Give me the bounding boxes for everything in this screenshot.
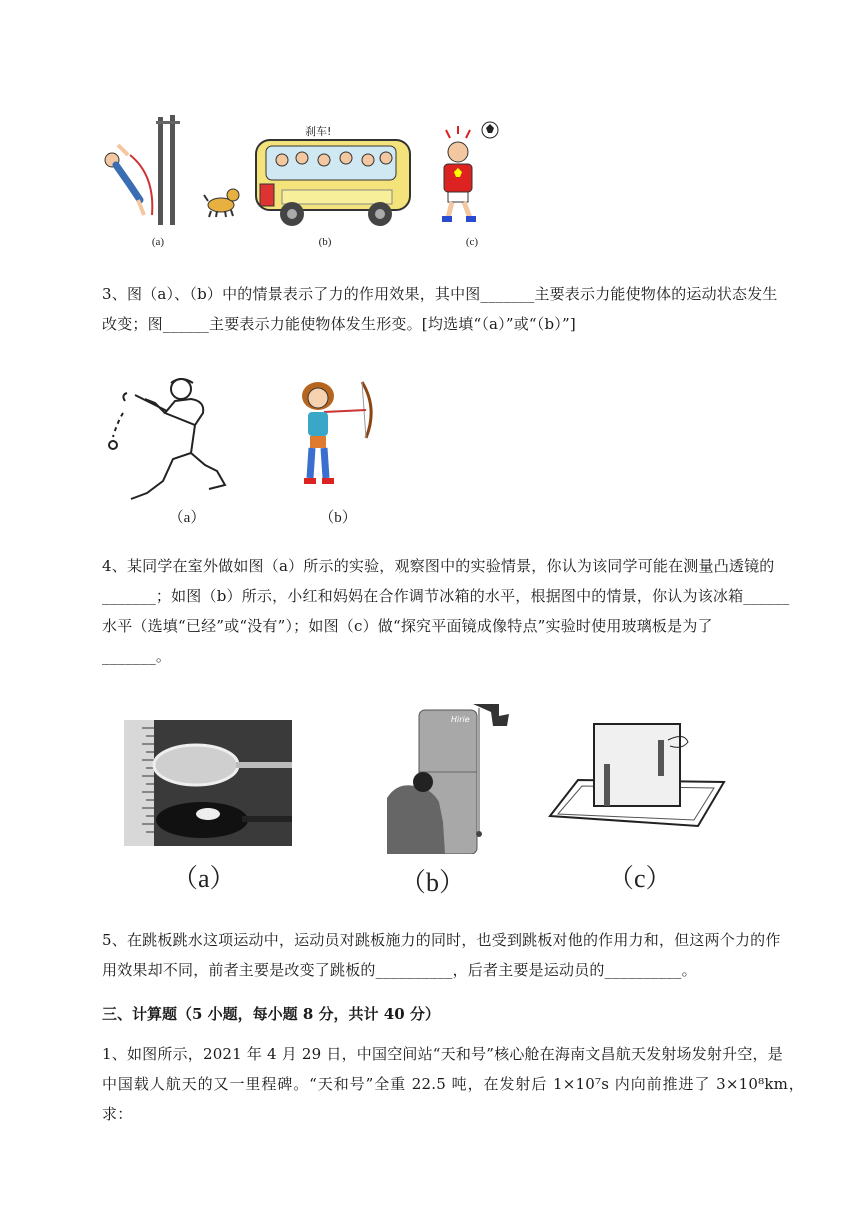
question-5-line-2: 用效果却不同，前者主要是改变了跳板的__________，后者主要是运动员的__________。 [102,961,697,979]
question-3 [102,279,804,339]
figure-c-soccer [430,120,505,232]
question-4-line-1: 4、某同学在室外做如图（a）所示的实验，观察图中的实验情景，你认为该同学可能在测量凸透镜的 [102,557,775,575]
question-4 [102,551,804,671]
figure1-caption-b: (b) [318,236,332,248]
calc-question-1 [102,1039,804,1129]
figure-archer-girl [296,378,376,490]
brake-label: 刹车! [305,125,332,138]
figure2-caption-b: （b） [319,510,357,526]
question-3-line-2: 改变；图______主要表示力能使物体发生形变。[均选填“（a）”或“（b）”] [102,315,576,333]
figure1-caption-a: (a) [151,236,165,248]
figure-batter [105,373,230,505]
figure-dog [203,183,241,218]
figure2-caption-a: （a） [168,510,206,526]
question-4-line-4: _______。 [102,647,172,665]
figure3-caption-b: （b） [400,868,466,897]
question-5-line-1: 5、在跳板跳水这项运动中，运动员对跳板施力的同时，也受到跳板对他的作用力和，但这两个力的作 [102,931,781,949]
figure-a-pole-vault [100,115,190,225]
calc-question-1-line-2: 中国载人航天的又一里程碑。“天和号”全重 22.5 吨，在发射后 1×10⁷s 内向前推进了 3×10⁸km，求： [102,1075,804,1123]
figure-fridge-photo [387,702,515,854]
figure-lens-photo [124,720,292,846]
figure1-caption-c: (c) [465,236,479,248]
question-4-line-2: _______；如图（b）所示，小红和妈妈在合作调节冰箱的水平，根据图中的情景，你认为该冰箱______ [102,587,790,605]
calc-question-1-line-1: 1、如图所示，2021 年 4 月 29 日，中国空间站“天和号”核心舱在海南文昌航天发射场发射升空，是 [102,1045,783,1063]
figure-b-bus [252,138,414,228]
question-5 [102,925,804,985]
figure3-caption-c: （c） [608,864,672,893]
question-3-line-1: 3、图（a）、（b）中的情景表示了力的作用效果，其中图_______主要表示力能使物体的运动状态发生 [102,285,778,303]
section-3-heading: 三、计算题（5 小题，每小题 8 分，共计 40 分） [102,1005,440,1023]
figure3-caption-a: （a） [172,864,236,893]
question-4-line-3: 水平（选填“已经”或“没有”）；如图（c）做“探究平面镜成像特点”实验时使用玻璃板是为了 [102,617,713,635]
figure-mirror-photo [548,720,728,836]
fridge-brand-label: Hirie [451,715,470,724]
